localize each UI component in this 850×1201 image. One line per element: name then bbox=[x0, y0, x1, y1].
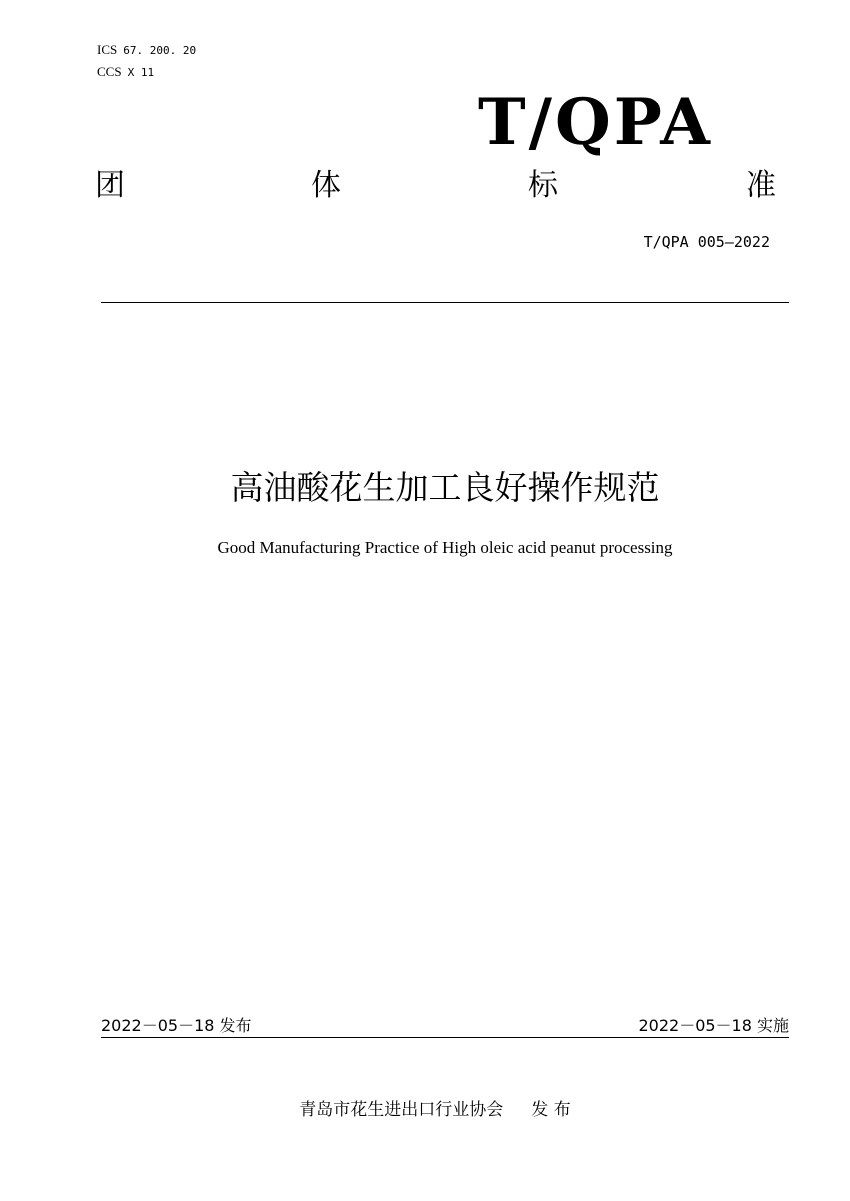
publish-label: 发 布 bbox=[531, 1100, 571, 1120]
publisher-line bbox=[0, 1098, 850, 1122]
ics-label: ICS bbox=[97, 42, 118, 57]
issue-date: 2022－05－18 发布 bbox=[101, 1016, 252, 1035]
document-title-en: Good Manufacturing Practice of High oleic acid peanut processing bbox=[217, 538, 673, 557]
ics-value: 67. 200. 20 bbox=[123, 44, 197, 57]
implementation-date: 2022－05－18 实施 bbox=[638, 1016, 789, 1035]
publisher-name: 青岛市花生进出口行业协会 bbox=[299, 1100, 504, 1120]
standard-number: T/QPA 005—2022 bbox=[643, 233, 770, 251]
ccs-value: X 11 bbox=[127, 66, 155, 79]
ccs-label: CCS bbox=[97, 64, 122, 79]
ccs-code bbox=[97, 64, 154, 81]
document-title-cn: 高油酸花生加工良好操作规范 bbox=[230, 468, 660, 507]
standard-logo: T/QPA bbox=[478, 85, 713, 160]
bottom-divider bbox=[101, 1037, 789, 1038]
category-char-1: 团 bbox=[95, 168, 125, 203]
category-char-4: 准 bbox=[746, 168, 776, 203]
category-char-2: 体 bbox=[311, 168, 341, 203]
top-divider bbox=[101, 302, 789, 303]
category-char-3: 标 bbox=[528, 168, 558, 203]
ics-code bbox=[97, 42, 196, 59]
